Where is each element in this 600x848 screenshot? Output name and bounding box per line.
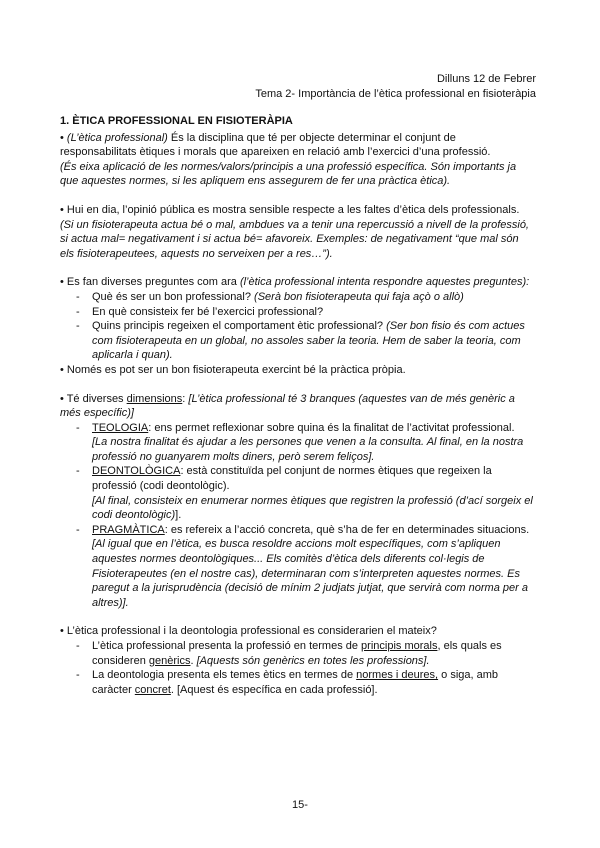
question-2-text: En què consisteix fer bé l’exercici professional? [92, 305, 324, 318]
public-opinion-text: • Hui en dia, l’opinió pública es mostra sensible respecte a les faltes d’ètica dels professionals. [60, 203, 520, 216]
questions-closing: • Només es pot ser un bon fisioterapeuta exercint bé la pràctica pròpia. [60, 363, 406, 376]
paragraph-questions [60, 275, 535, 290]
deontologica-note [60, 494, 535, 523]
ethics-item-mid: , els quals es consideren [92, 640, 502, 667]
document-body [60, 114, 535, 697]
pragmatica-note [60, 537, 535, 610]
pragmatica-text: : es refereix a l’acció concreta, què s’ha de fer en determinades situacions. [164, 523, 530, 536]
teologia-term: TEOLOGIA [92, 421, 149, 434]
question-3-note: (Ser bon fisio és com actues com fisioterapeuta en un global, no assoles saber la teoria. Hem de saber la teoria, com aplicarla i quan). [92, 320, 525, 362]
dimension-teologia [60, 421, 535, 436]
header-topic: Tema 2- Importància de l’ètica professional en fisioteràpia [255, 88, 536, 100]
public-opinion-note: (Si un fisioterapeuta actua bé o mal, ambdues va a tenir una repercussió a nivell de la professió, si actua mal= negativament i si actua bé= afavoreix. Exemples: de negativament “que mal són els fisioterapeutees, aquests no serveixen per a res…”). [60, 218, 529, 260]
dimension-pragmatica [60, 523, 535, 538]
teologia-note [60, 435, 535, 464]
paragraph-dimensions [60, 392, 535, 421]
deontologica-text: : està constituïda pel conjunt de normes ètiques que regeixen la professió (codi deontològic). [92, 465, 492, 493]
deontologica-note-end: ]. [175, 509, 182, 522]
dimensions-colon: : [182, 392, 189, 405]
question-item-2 [60, 305, 535, 320]
deontology-item-text: La deontologia presenta els temes ètics en termes de [92, 669, 357, 682]
question-3-text: Quins principis regeixen el comportament ètic professional? [92, 320, 387, 333]
deontology-item-end: . [Aquest és específica en cada professió]. [170, 683, 378, 696]
ethics-item [60, 639, 535, 668]
spacer [60, 189, 535, 203]
question-item-3 [60, 319, 535, 363]
paragraph-ethics-vs-deontology: • L’ètica professional i la deontologia professional es considerarien el mateix? [60, 625, 437, 638]
dimensions-note: [L’ètica professional té 3 branques (aquestes van de més genèric a més específic)] [60, 392, 515, 420]
section-title: 1. ÈTICA PROFESSIONAL EN FISIOTERÀPIA [60, 115, 293, 127]
teologia-text: : ens permet reflexionar sobre quina és la finalitat de l’activitat professional. [148, 421, 515, 434]
dimensions-lead: • Té diverses [60, 392, 127, 405]
dimensions-term: dimensions [126, 392, 183, 405]
spacer [60, 610, 535, 624]
normes-deures-term: normes i deures, [356, 669, 439, 682]
pragmatica-note-text: [Al igual que en l’ètica, es busca resoldre accions molt específiques, com s’apliquen aquestes normes deontològiques... Els comitès d’ètica dels diferents col·legis de Fisioterapeutes (en el nostre cas), determinaran com s’interpreten aquestes normes. Es paregut a la jurisprudència (decisió de mínim 2 judjats jutjat, que servirà com norma per a altres)]. [92, 538, 528, 609]
question-item-1 [60, 290, 535, 305]
ethics-item-text: L’ètica professional presenta la professió en termes de [92, 640, 362, 652]
definition-note-text: (És eixa aplicació de les normes/valors/principis a una professió específica. Són importants ja que aquestes normes, si les apliquem ens assegurem de fer una pràctica ètica). [60, 160, 517, 188]
dimension-deontologica [60, 464, 535, 493]
definition-text: És la disciplina que té per objecte determinar el conjunt de responsabilitats ètiques i morals que apareixen en relació amb l’exercici d’una professió. [60, 131, 491, 159]
question-1-text: Què és ser un bon professional? [92, 290, 255, 303]
questions-intro: • Es fan diverses preguntes com ara [60, 276, 240, 289]
deontologica-note-text: [Al final, consisteix en enumerar normes ètiques que registren la professió (d’ací sorgeix el codi deontològic) [92, 494, 533, 522]
definition-note [60, 160, 535, 189]
page-header [255, 72, 536, 102]
paragraph-definition [60, 131, 535, 160]
spacer [60, 378, 535, 392]
teologia-note-text: [La nostra finalitat és ajudar a les persones que venen a la consulta. Al final, en la nostra professió no guanyarem molts diners, però serem feliços]. [92, 436, 524, 463]
deontology-item [60, 668, 535, 697]
deontology-item-mid: o siga, amb caràcter [92, 669, 499, 696]
header-date: Dilluns 12 de Febrer [436, 73, 536, 85]
concret-term: concret [134, 683, 171, 696]
spacer [60, 261, 535, 275]
bullet: • [60, 131, 67, 144]
ethics-item-end: . [190, 654, 197, 667]
paragraph-public-opinion [60, 203, 535, 261]
ethics-item-note: [Aquests són genèrics en totes les professions]. [196, 654, 430, 667]
generics-term: genèrics [148, 654, 191, 667]
deontologica-term: DEONTOLÒGICA [92, 465, 181, 478]
term-etica-professional: (L’ètica professional) [66, 131, 168, 144]
principis-morals-term: principis morals [361, 640, 438, 652]
page-number: 15- [292, 799, 308, 811]
questions-note: (l’ètica professional intenta respondre aquestes preguntes): [239, 276, 530, 289]
pragmatica-term: PRAGMÀTICA [92, 523, 165, 536]
question-1-note: (Serà bon fisioterapeuta qui faja açò o allò) [254, 290, 464, 303]
